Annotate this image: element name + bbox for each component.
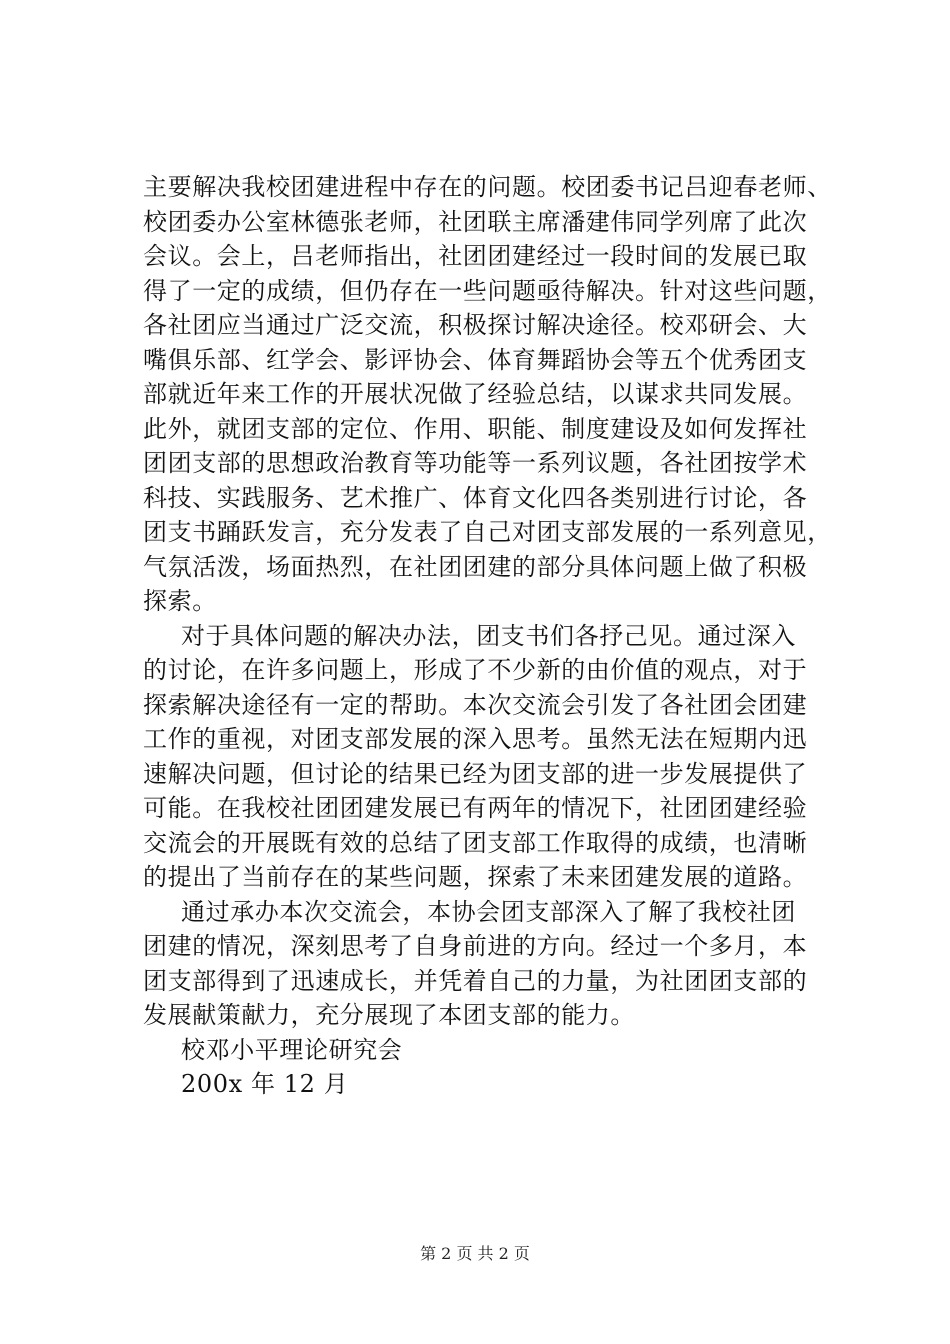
text-line: 团建的情况，深刻思考了自身前进的方向。经过一个多月，本 [143,932,808,960]
document-body [143,170,833,1102]
text-line: 校团委办公室林德张老师，社团联主席潘建伟同学列席了此次 [143,207,808,236]
text-line: 此外，就团支部的定位、作用、职能、制度建设及如何发挥社 [143,414,808,443]
text-line: 部就近年来工作的开展状况做了经验总结，以谋求共同发展。 [143,380,808,408]
text-line: 的提出了当前存在的某些问题，探索了未来团建发展的道路。 [143,863,808,891]
text-line: 交流会的开展既有效的总结了团支部工作取得的成绩，也清晰 [143,828,808,857]
text-line: 科技、实践服务、艺术推广、体育文化四各类别进行讨论，各 [143,483,808,512]
paragraph-start-line: 通过承办本次交流会，本协会团支部深入了解了我校社团 [181,897,796,926]
signature-date: 200x 年 12 月 [181,1070,349,1098]
text-line: 团支部得到了迅速成长，并凭着自己的力量，为社团团支部的 [143,966,808,995]
text-line: 的讨论，在许多问题上，形成了不少新的由价值的观点，对于 [143,656,808,684]
text-line: 得了一定的成绩，但仍存在一些问题亟待解决。针对这些问题， [143,276,832,305]
text-line: 发展献策献力，充分展现了本团支部的能力。 [143,1001,635,1029]
text-line: 各社团应当通过广泛交流，积极探讨解决途径。校邓研会、大 [143,311,808,339]
text-line: 速解决问题，但讨论的结果已经为团支部的进一步发展提供了 [143,759,808,788]
signature-organization: 校邓小平理论研究会 [181,1035,403,1064]
text-line: 团团支部的思想政治教育等功能等一系列议题，各社团按学术 [143,449,808,477]
text-line: 嘴俱乐部、红学会、影评协会、体育舞蹈协会等五个优秀团支 [143,345,808,374]
page-number-footer: 第 2 页 共 2 页 [420,1244,530,1263]
text-line: 可能。在我校社团团建发展已有两年的情况下，社团团建经验 [143,794,808,822]
text-line: 主要解决我校团建进程中存在的问题。校团委书记吕迎春老师、 [143,173,832,201]
text-line: 会议。会上，吕老师指出，社团团建经过一段时间的发展已取 [143,242,808,270]
text-line: 探索。 [143,587,217,615]
text-line: 气氛活泼，场面热烈，在社团团建的部分具体问题上做了积极 [143,552,808,581]
text-line: 工作的重视，对团支部发展的深入思考。虽然无法在短期内迅 [143,725,808,753]
paragraph-start-line: 对于具体问题的解决办法，团支书们各抒己见。通过深入 [181,621,796,650]
text-line: 探索解决途径有一定的帮助。本次交流会引发了各社团会团建 [143,690,808,719]
text-line: 团支书踊跃发言，充分发表了自己对团支部发展的一系列意见， [143,518,832,546]
